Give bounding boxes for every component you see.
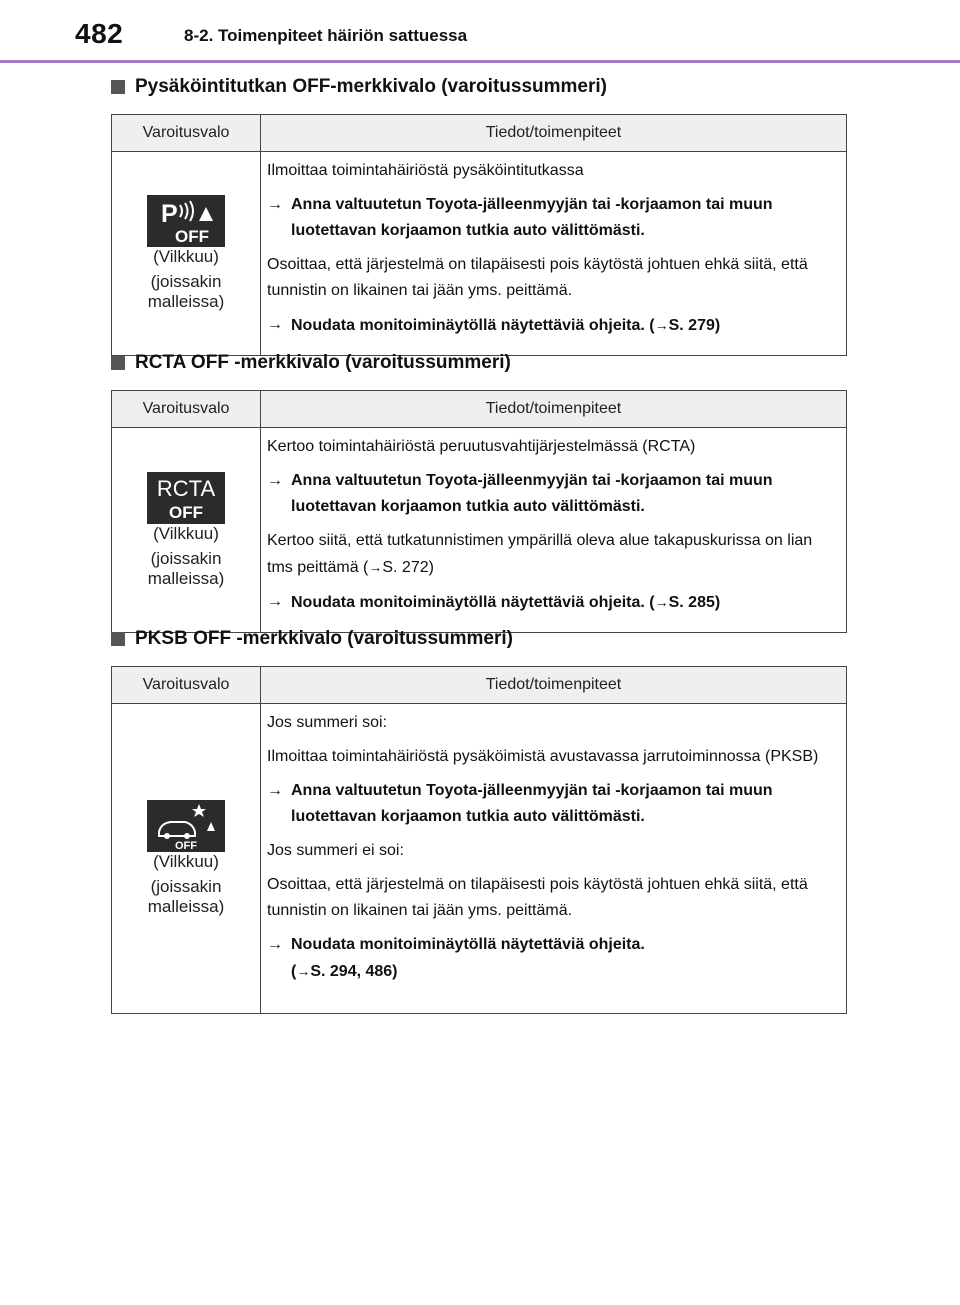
icon-caption: (Vilkkuu) (joissakin malleissa) [147, 523, 225, 588]
svg-text:RCTA: RCTA [156, 475, 216, 501]
col-header-info: Tiedot/toimenpiteet [261, 115, 847, 152]
svg-text:OFF: OFF [175, 227, 209, 246]
page-ref: S. 272) [382, 559, 434, 576]
info-cell [261, 704, 847, 1014]
info-text: Osoittaa, että järjestelmä on tilapäisesti pois käytöstä johtuen ehkä siitä, että tunnistin on likainen tai jään yms. peittämä. [267, 256, 808, 299]
parking-sensor-off-icon [147, 195, 225, 247]
col-header-light: Varoitusvalo [112, 115, 261, 152]
col-header-light: Varoitusvalo [112, 667, 261, 704]
info-text: Kertoo toimintahäiriöstä peruutusvahtijärjestelmässä (RCTA) [267, 438, 696, 455]
warning-light-cell [112, 428, 261, 633]
icon-caption: (Vilkkuu) (joissakin malleissa) [147, 852, 225, 916]
page-ref: S. 285) [668, 594, 721, 611]
warning-light-cell [112, 704, 261, 1014]
warning-table [111, 114, 847, 356]
warning-table [111, 390, 847, 633]
action-text: → Noudata monitoiminäytöllä näytettäviä ohjeita. (→S. 294, 486) [267, 932, 838, 985]
page-number: 482 [75, 18, 124, 49]
chapter-title: 8-2. Toimenpiteet häiriön sattuessa [184, 26, 468, 45]
svg-text:P: P [161, 200, 178, 228]
page-ref: S. 294, 486) [310, 963, 398, 980]
info-text: Ilmoittaa toimintahäiriöstä pysäköimistä avustavassa jarrutoiminnossa (PKSB) [267, 748, 819, 765]
header-divider [0, 60, 960, 63]
info-text: Ilmoittaa toimintahäiriöstä pysäköintitutkassa [267, 162, 584, 179]
action-text: → Noudata monitoiminäytöllä näytettäviä ohjeita. (→S. 285) [267, 589, 838, 616]
arrow-icon: → [267, 593, 283, 610]
action-text: → Anna valtuutetun Toyota-jälleenmyyjän tai -korjaamon tai muun luotettavan korjaamon tutkia auto välittömästi. [267, 192, 838, 244]
action-text: → Anna valtuutetun Toyota-jälleenmyyjän tai -korjaamon tai muun luotettavan korjaamon tutkia auto välittömästi. [267, 468, 838, 520]
page-header [0, 0, 960, 62]
action-text: → Anna valtuutetun Toyota-jälleenmyyjän tai -korjaamon tai muun luotettavan korjaamon tutkia auto välittömästi. [267, 778, 838, 830]
bullet-square-icon [111, 632, 125, 646]
col-header-info: Tiedot/toimenpiteet [261, 391, 847, 428]
rcta-off-icon [147, 472, 225, 524]
section-title: PKSB OFF -merkkivalo (varoitussummeri) [111, 626, 513, 652]
pksb-off-icon [147, 800, 225, 852]
section-title: Pysäköintitutkan OFF-merkkivalo (varoitussummeri) [111, 74, 607, 100]
info-cell [261, 152, 847, 356]
info-text: Jos summeri ei soi: [267, 842, 404, 859]
bullet-square-icon [111, 356, 125, 370]
info-cell [261, 428, 847, 633]
icon-caption: (Vilkkuu) (joissakin malleissa) [147, 247, 225, 311]
info-text: Osoittaa, että järjestelmä on tilapäisesti pois käytöstä johtuen ehkä siitä, että tunnistin on likainen tai jään yms. peittämä. [267, 876, 808, 919]
info-text: Kertoo siitä, että tutkatunnistimen ympärillä oleva alue takapuskurissa on lian tms peittämä (→S. 272) [267, 532, 813, 576]
svg-text:OFF: OFF [175, 840, 197, 852]
arrow-icon: → [267, 782, 283, 799]
col-header-info: Tiedot/toimenpiteet [261, 667, 847, 704]
info-text: Jos summeri soi: [267, 714, 388, 731]
arrow-icon: → [267, 196, 283, 213]
section-title: RCTA OFF -merkkivalo (varoitussummeri) [111, 350, 511, 376]
arrow-icon: → [267, 936, 283, 953]
col-header-light: Varoitusvalo [112, 391, 261, 428]
arrow-icon: → [267, 316, 283, 333]
svg-text:OFF: OFF [169, 502, 203, 522]
ref-arrow-icon: → [368, 559, 383, 575]
bullet-square-icon [111, 80, 125, 94]
ref-arrow-icon: → [654, 317, 669, 333]
page-ref: S. 279) [668, 317, 721, 334]
warning-light-cell [112, 152, 261, 356]
arrow-icon: → [267, 472, 283, 489]
warning-table [111, 666, 847, 1014]
ref-arrow-icon: → [654, 594, 669, 610]
ref-arrow-icon: → [296, 963, 311, 979]
action-text: → Noudata monitoiminäytöllä näytettäviä ohjeita. (→S. 279) [267, 312, 838, 339]
